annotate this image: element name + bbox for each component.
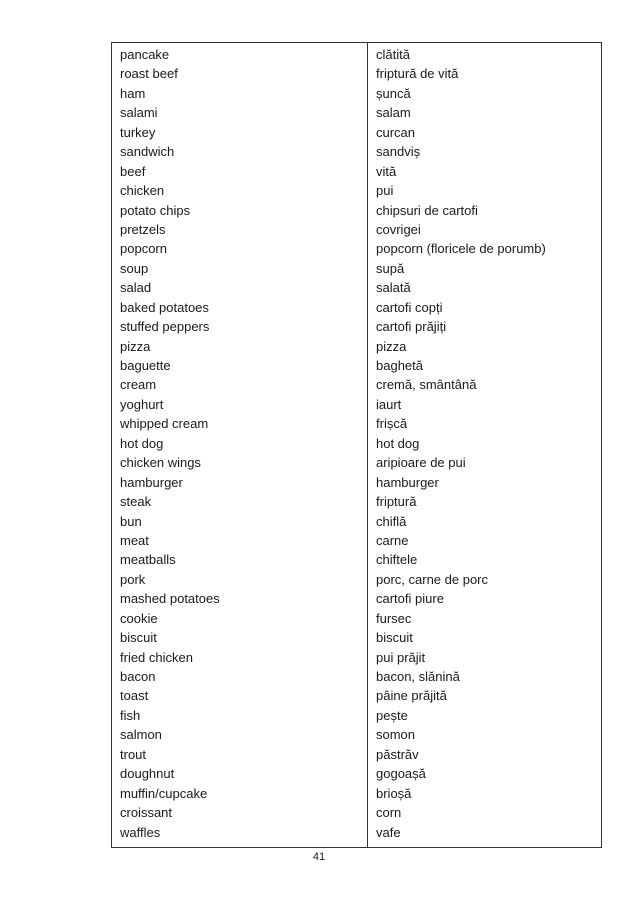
romanian-term: pui <box>376 183 394 199</box>
english-term: salami <box>120 105 158 121</box>
romanian-term: porc, carne de porc <box>376 571 489 587</box>
romanian-term: hamburger <box>376 474 439 490</box>
romanian-term: pește <box>376 707 408 723</box>
english-term: turkey <box>120 124 156 140</box>
english-term: bacon <box>120 669 156 684</box>
romanian-term: salam <box>376 105 411 121</box>
romanian-term: vafe <box>376 824 401 840</box>
english-term: chicken <box>120 183 165 199</box>
english-term: hot dog <box>120 435 164 451</box>
romanian-term: salată <box>376 280 411 296</box>
english-term: cookie <box>120 610 158 626</box>
romanian-term: cartofi piure <box>376 591 444 607</box>
english-term: muffin/cupcake <box>120 785 208 801</box>
english-term: pork <box>120 571 146 587</box>
romanian-term: cartofi copți <box>376 299 443 315</box>
romanian-term: păstrăv <box>376 746 419 762</box>
romanian-term: friptură de vită <box>376 66 459 82</box>
romanian-term: fursec <box>376 610 412 626</box>
romanian-term: vită <box>376 163 397 179</box>
romanian-term: gogoașă <box>376 766 426 782</box>
romanian-term: supă <box>376 260 405 276</box>
english-term: croissant <box>120 805 173 821</box>
english-term: cream <box>120 377 157 393</box>
romanian-term: curcan <box>376 124 416 140</box>
english-term: meat <box>120 532 149 548</box>
romanian-term: biscuit <box>376 630 413 646</box>
english-term: meatballs <box>120 552 176 568</box>
english-term: yoghurt <box>120 396 164 412</box>
romanian-term: chiftele <box>376 552 418 568</box>
romanian-term: pui prăjit <box>376 649 426 665</box>
english-term: trout <box>120 746 147 762</box>
english-term: ham <box>120 85 146 101</box>
column-divider <box>367 43 368 847</box>
romanian-term: șuncă <box>376 85 411 101</box>
romanian-column <box>376 45 598 842</box>
romanian-term: sandviș <box>376 144 421 160</box>
english-term: pretzels <box>120 221 166 237</box>
romanian-term: pizza <box>376 338 407 354</box>
english-term: fish <box>120 707 141 723</box>
romanian-term: friptură <box>376 494 417 510</box>
english-term: doughnut <box>120 766 175 782</box>
romanian-term: corn <box>376 805 402 821</box>
english-term: soup <box>120 260 149 276</box>
romanian-term: brioșă <box>376 785 412 801</box>
page-number: 41 <box>312 851 326 863</box>
english-term: mashed potatoes <box>120 591 220 607</box>
english-term: baked potatoes <box>120 299 209 315</box>
romanian-term: aripioare de pui <box>376 455 466 471</box>
english-column <box>120 45 360 842</box>
english-term: beef <box>120 163 146 179</box>
romanian-term: chiflă <box>376 513 407 529</box>
english-term: toast <box>120 688 149 704</box>
english-term: waffles <box>120 824 161 840</box>
romanian-term: iaurt <box>376 396 402 412</box>
romanian-term: hot dog <box>376 435 420 451</box>
english-term: stuffed peppers <box>120 319 210 335</box>
english-term: fried chicken <box>120 649 193 665</box>
romanian-term: somon <box>376 727 416 743</box>
romanian-term: chipsuri de cartofi <box>376 202 478 218</box>
romanian-term: cartofi prăjiți <box>376 319 447 335</box>
english-term: roast beef <box>120 66 178 82</box>
romanian-term: pâine prăjită <box>376 688 447 704</box>
english-term: bun <box>120 513 142 529</box>
english-term: chicken wings <box>120 455 201 471</box>
english-term: salad <box>120 280 152 296</box>
romanian-term: bacon, slănină <box>376 669 460 684</box>
romanian-term: popcorn (floricele de porumb) <box>376 241 546 257</box>
english-term: hamburger <box>120 474 183 490</box>
english-term: pizza <box>120 338 151 354</box>
english-term: whipped cream <box>120 416 209 432</box>
romanian-term: clătită <box>376 47 410 62</box>
english-term: steak <box>120 494 152 510</box>
english-term: biscuit <box>120 630 157 646</box>
english-term: salmon <box>120 727 162 743</box>
romanian-term: covrigei <box>376 221 421 237</box>
romanian-term: cremă, smântână <box>376 377 477 393</box>
english-term: sandwich <box>120 144 175 160</box>
romanian-term: baghetă <box>376 358 423 373</box>
romanian-term: carne <box>376 532 409 548</box>
romanian-term: frișcă <box>376 416 408 432</box>
vocabulary-table <box>111 42 602 848</box>
english-term: potato chips <box>120 202 191 218</box>
english-term: popcorn <box>120 241 167 257</box>
english-term: baguette <box>120 358 171 373</box>
english-term: pancake <box>120 47 170 62</box>
